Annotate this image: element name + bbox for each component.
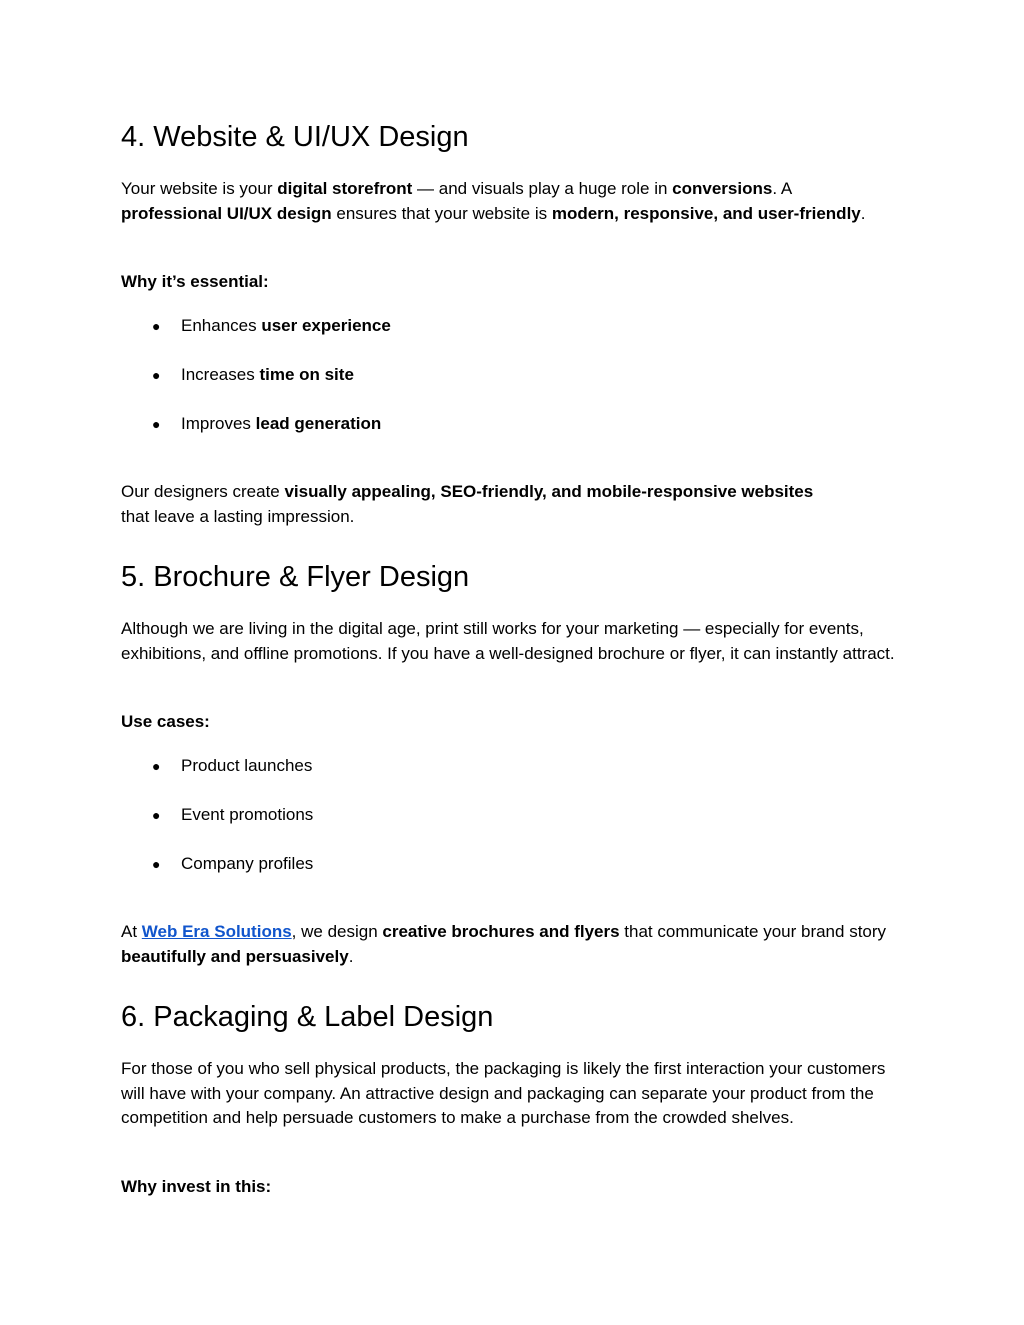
list-item [121,363,911,388]
section-6-intro [121,1057,911,1131]
section-4-outro-text [121,480,911,529]
bullet-text: Company profiles [181,853,314,873]
section-5-intro-text: Although we are living in the digital age, print still works for your marketing — especially for events, exhibitions, and offline promotions. If you have a well-designed brochure or flyer, it can instantly attract. [121,619,895,663]
list-item [121,852,911,877]
section-5-outro [121,920,911,969]
bold-run: digital storefront [277,179,413,198]
bold-run: modern, responsive, and user-friendly [551,203,861,223]
text-run: . [860,203,866,223]
text-run: Your website is your [121,179,278,198]
bold-run: creative brochures and flyers [382,922,620,941]
list-item [121,412,911,437]
bullet-bold-text: lead generation [255,413,382,433]
bullet-icon: ● [152,366,161,383]
section-5-heading-wrap [121,563,911,592]
section-6-heading: 6. Packaging & Label Design [121,1001,494,1033]
bullet-bold-text: user experience [261,316,391,335]
text-run: Our designers create [121,482,285,501]
bullet-text: Event promotions [181,804,314,824]
bullet-icon: ● [152,318,161,334]
section-4-intro-text [121,177,911,226]
bullet-text: Increases [181,364,260,384]
bold-run: visually appealing, SEO-friendly, and mobile-responsive websites [284,482,814,501]
section-4-subheading-wrap [121,270,911,295]
section-6-intro-text: For those of you who sell physical products, the packaging is likely the first interaction your customers will have with your company. An attractive design and packaging can separate your product from the competition and help persuade customers to make a purchase from the crowded shelves. [121,1059,886,1127]
list-item [121,314,911,339]
text-run: that communicate your brand story [619,922,887,941]
section-6-heading-wrap [121,1003,911,1032]
text-run: . [348,946,354,966]
text-run: that leave a lasting impression. [121,506,355,526]
bold-run: beautifully and persuasively [121,946,349,966]
section-5-heading: 5. Brochure & Flyer Design [121,561,470,593]
bullet-icon: ● [152,415,161,432]
bullet-icon: ● [152,806,161,823]
section-4-subheading: Why it’s essential: [121,272,269,291]
bold-run: professional UI/UX design [121,203,332,223]
bullet-icon: ● [152,758,161,774]
bullet-text: Enhances [181,316,262,335]
text-run: , we design [291,922,383,941]
bullet-text: Improves [181,413,256,433]
section-4-outro [121,480,911,529]
section-5-intro [121,617,911,666]
section-4-bullet-list [121,314,911,460]
bold-run: conversions [672,179,773,198]
text-run: ensures that your website is [331,203,552,223]
section-4-heading: 4. Website & UI/UX Design [121,121,469,153]
section-5-outro-text [121,920,911,969]
section-5-subheading: Use cases: [121,712,210,731]
section-5-subheading-wrap [121,710,911,735]
text-run: At [121,922,142,941]
web-era-solutions-link[interactable]: Web Era Solutions [141,922,292,941]
section-4-intro [121,177,911,226]
list-item [121,803,911,828]
bullet-text: Product launches [181,756,313,775]
section-4-heading-wrap [121,123,911,152]
bullet-bold-text: time on site [259,364,354,384]
text-run: . A [772,179,793,198]
list-item [121,754,911,779]
section-5-bullet-list [121,754,911,900]
text-run: — and visuals play a huge role in [412,179,673,198]
section-6-subheading: Why invest in this: [121,1177,272,1196]
section-6-subheading-wrap [121,1175,911,1200]
bullet-icon: ● [152,855,161,872]
